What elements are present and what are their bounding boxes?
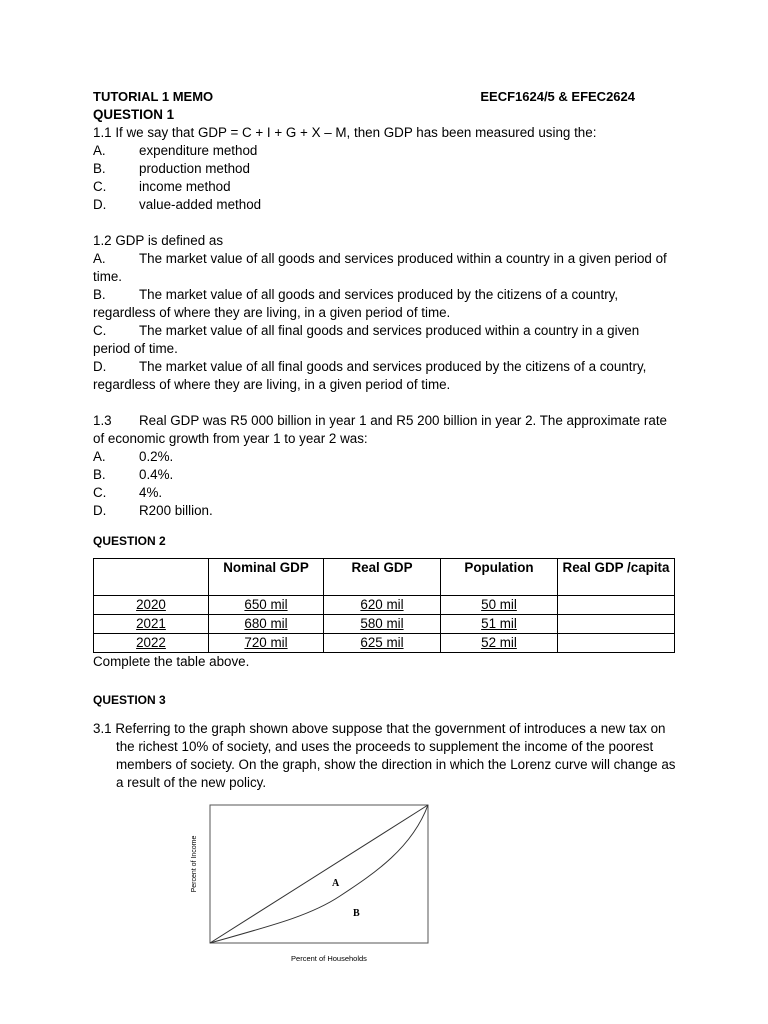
table-row [94,615,675,634]
document-header [93,88,678,106]
option-text: 0.2%. [139,449,174,464]
option-row [93,448,678,466]
table-cell-empty [558,634,675,653]
question-number: 3.1 [93,721,112,736]
option-row [93,466,678,484]
question-1-2-stem: 1.2 GDP is defined as [93,233,224,248]
option-row [93,196,678,214]
option-letter: A. [93,449,106,464]
option-row [93,322,678,358]
option-letter: C. [93,323,107,338]
option-text: The market value of all goods and services produced by the citizens of a country, regardless of where they are living, in a given period of time. [93,287,619,320]
option-letter: C. [93,485,107,500]
option-row [93,502,678,520]
option-letter: D. [93,503,107,518]
table-instruction: Complete the table above. [93,654,250,669]
option-row [93,178,678,196]
table-cell: 650 mil [209,596,324,615]
table-cell-empty [558,596,675,615]
option-letter: B. [93,161,106,176]
table-cell: 52 mil [441,634,558,653]
course-codes: EECF1624/5 & EFEC2624 [480,89,635,104]
lorenz-curve-graph [180,798,440,968]
table-header-cell: Population [441,559,558,596]
area-label-b: B [353,908,360,919]
option-text: production method [139,161,250,176]
option-text: The market value of all final goods and services produced within a country in a given period of time. [93,323,640,356]
y-axis-label: Percent of Income [191,835,198,893]
option-row [93,250,678,286]
table-cell-empty [558,615,675,634]
document-page [93,88,678,792]
table-row [94,596,675,615]
question-1-title: QUESTION 1 [93,107,175,122]
table-cell: 2021 [94,615,209,634]
option-letter: D. [93,197,107,212]
x-axis-label: Percent of Households [291,954,367,963]
lorenz-curve-svg [180,798,440,968]
table-header-cell: Real GDP /capita [558,559,675,596]
option-row [93,286,678,322]
option-row [93,358,678,394]
question-text: Referring to the graph shown above suppose that the government of introduces a new tax on the richest 10% of society, and uses the proceeds to supplement the income of the poorest members of society. On the graph, show the direction in which the Lorenz curve will change as a result of the new policy. [115,721,676,790]
table-cell: 720 mil [209,634,324,653]
table-cell: 620 mil [324,596,441,615]
option-row [93,142,678,160]
option-letter: A. [93,143,106,158]
question-3-title: QUESTION 3 [93,693,166,707]
table-row [94,634,675,653]
table-cell: 2022 [94,634,209,653]
option-row [93,484,678,502]
memo-title: TUTORIAL 1 MEMO [93,89,214,104]
table-header-row [94,559,675,596]
table-cell: 625 mil [324,634,441,653]
option-text: The market value of all goods and services produced within a country in a given period of time. [93,251,667,284]
option-text: R200 billion. [139,503,213,518]
table-cell: 580 mil [324,615,441,634]
question-1-3-stem [93,412,678,448]
table-header-cell: Nominal GDP [209,559,324,596]
table-cell: 2020 [94,596,209,615]
option-text: 4%. [139,485,163,500]
option-letter: B. [93,467,106,482]
area-label-a: A [332,878,340,889]
option-letter: A. [93,251,106,266]
table-cell: 50 mil [441,596,558,615]
gdp-table [93,558,675,653]
table-cell: 51 mil [441,615,558,634]
option-letter: B. [93,287,106,302]
option-text: expenditure method [139,143,258,158]
option-text: The market value of all final goods and services produced by the citizens of a country, regardless of where they are living, in a given period of time. [93,359,647,392]
question-3-1-text [93,720,678,792]
table-header-cell [94,559,209,596]
question-number: 1.3 [93,413,112,428]
table-header-cell: Real GDP [324,559,441,596]
option-text: income method [139,179,231,194]
question-text: Real GDP was R5 000 billion in year 1 and R5 200 billion in year 2. The approximate rate of economic growth from year 1 to year 2 was: [93,413,667,446]
option-letter: C. [93,179,107,194]
table-cell: 680 mil [209,615,324,634]
option-row [93,160,678,178]
option-text: value-added method [139,197,262,212]
question-1-1-stem: 1.1 If we say that GDP = C + I + G + X – M, then GDP has been measured using the: [93,125,597,140]
question-2-title: QUESTION 2 [93,534,166,548]
option-letter: D. [93,359,107,374]
option-text: 0.4%. [139,467,174,482]
